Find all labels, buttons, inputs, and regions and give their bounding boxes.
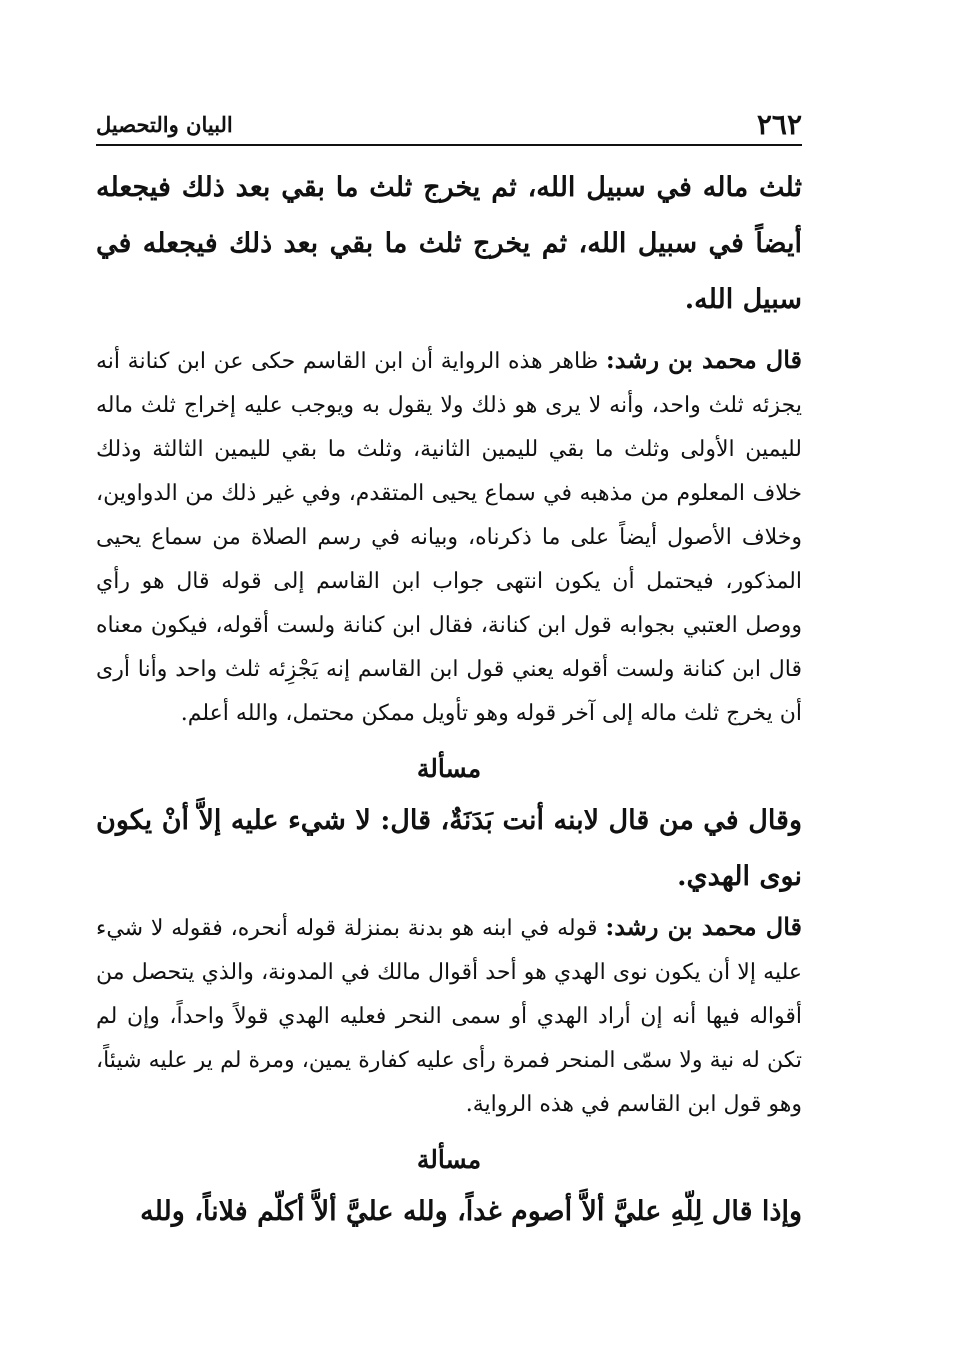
- section-title-2: مسألة: [416, 1145, 482, 1174]
- speaker-label: قال محمد بن رشد:: [605, 345, 803, 374]
- spacer: [96, 328, 802, 338]
- speaker-label: قال محمد بن رشد:: [605, 912, 803, 941]
- page-header: [96, 98, 802, 146]
- book-title: البيان والتحصيل: [96, 112, 233, 137]
- paragraph-1: ثلث ماله في سبيل الله، ثم يخرج ثلث ما بقي بعد ذلك فيجعله أيضاً في سبيل الله، ثم يخرج ثلث ما بقي بعد ذلك فيجعله في سبيل الله.: [96, 172, 802, 315]
- paragraph-5: وإذا قال لِلّهِ عليَّ ألاَّ أصوم غداً، ولله عليَّ ألاَّ أكلّم فلاناً، ولله: [140, 1196, 802, 1227]
- page-content: [96, 160, 802, 1240]
- paragraph-2-text: ظاهر هذه الرواية أن ابن القاسم حكى عن ابن كنانة أنه يجزئه ثلث واحد، وأنه لا يرى هو ذلك ولا يقول به ويوجب عليه إخراج ثلث ماله لليمين الأولى وثلث ما بقي لليمين الثانية، وثلث ما بقي لليمين الثالثة وذلك خلاف المعلوم من مذهبه في سماع يحيى المتقدم، وفي غير ذلك من الدواوين، وخلاف الأصول أيضاً على ما ذكرناه، وبيانه في رسم الصلاة من سماع يحيى المذكور، فيحتمل أن يكون انتهى جواب ابن القاسم إلى قوله قال هو رأي ووصل العتبي بجوابه قول ابن كنانة، فقال ابن كنانة ولست أقوله، فيكون معناه قال ابن كنانة ولست أقوله يعني قول ابن القاسم إنه يَجْزِئه ثلث واحد وأنا أرى أن يخرج ثلث ماله إلى آخر قوله وهو تأويل ممكن محتمل، والله أعلم.: [96, 349, 803, 726]
- page-number: ٢٦٢: [756, 108, 802, 141]
- paragraph-4-text: قوله في ابنه هو بدنة بمنزلة قوله أنحره، فقوله لا شيء عليه إلا أن يكون نوى الهدي هو أحد أقوال مالك في المدونة، والذي يتحصل من أقواله فيها أنه إن أراد الهدي أو سمى النحر فعليه الهدي قولاً واحداً، وإن لم تكن له نية ولا سمّى المنحر فمرة رأى عليه كفارة يمين، ومرة لم ير عليه شيئاً، وهو قول ابن القاسم في هذه الرواية.: [96, 916, 802, 1117]
- section-title-1: مسألة: [416, 754, 482, 783]
- paragraph-2: [96, 338, 802, 736]
- paragraph-4: [96, 905, 802, 1127]
- paragraph-3: وقال في من قال لابنه أنت بَدَنَةٌ، قال: لا شيء عليه إلاَّ أنْ يكون نوى الهدي.: [96, 805, 802, 892]
